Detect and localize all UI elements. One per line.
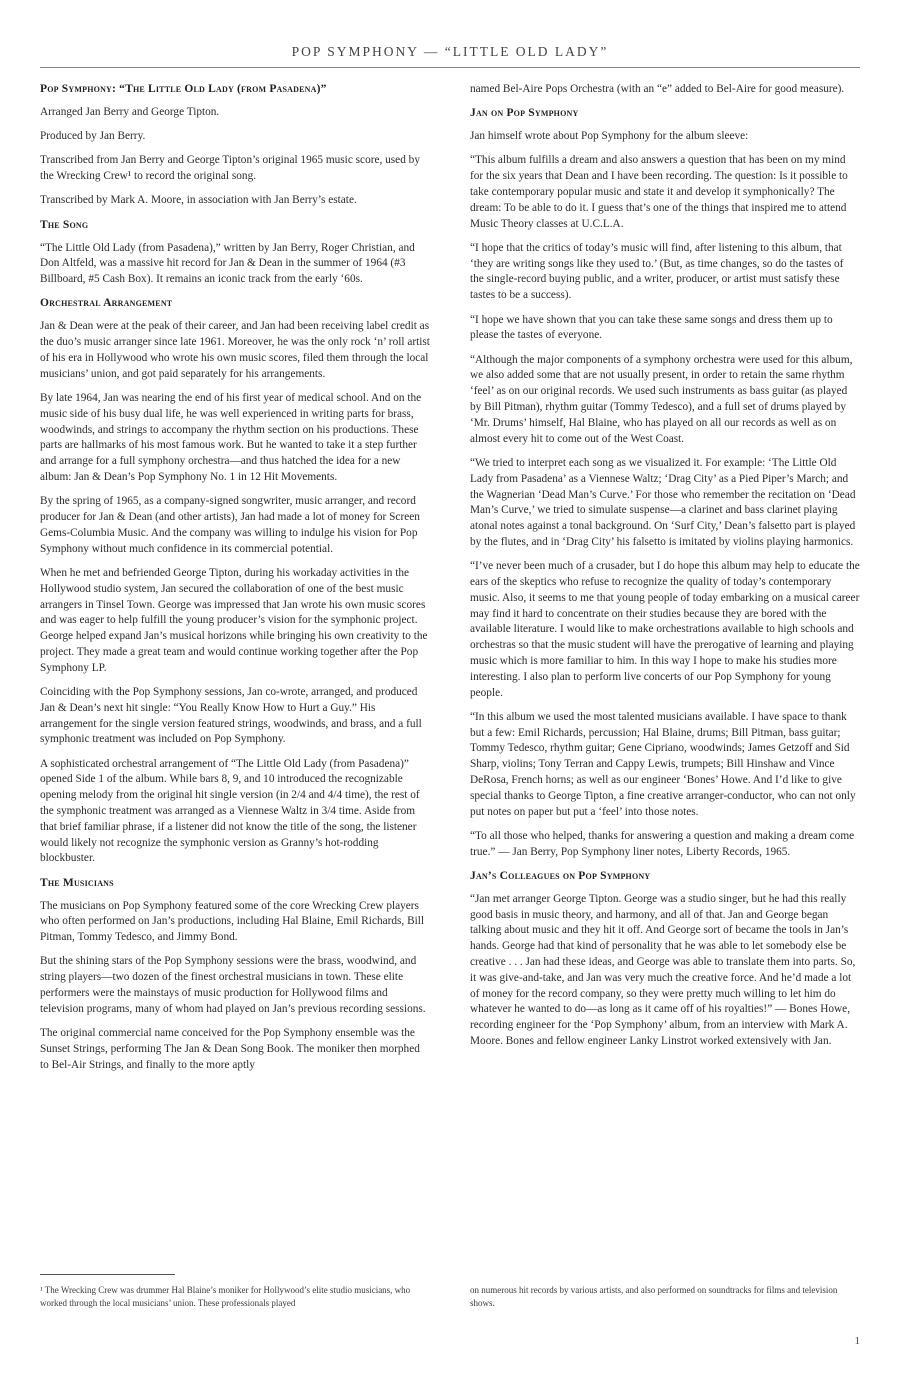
quote-paragraph: “Jan met arranger George Tipton. George was a studio singer, but he had this really good basis in music theory, and harmony, and all of that. Jan and George began talking about music and they hit it off. And George sort of became the tools in Jan’s hands. George had that kind of personality that he was able to let somebody else be creative . . . Jan had these ideas, and George was able to translate them into parts. So, it was give-and-take, and Jan was very much the creative force. And he’d made a lot of money for the record company, so they were pretty much willing to let him do whatever he wanted to do—as long as it came off of his royalties!” — Bones Howe, recording engineer for the ‘Pop Symphony’ album, from an interview with Mark A. Moore. Bones and fellow engineer Lanky Linstrot worked extensively with Jan. bbox=[470, 892, 856, 1048]
quote-paragraph: “Although the major components of a symphony orchestra were used for this album, we also added some that are not usually present, in order to retain the same rhythm ‘feel’ as on our original records. We used such instruments as bass guitar (as played by Bill Pitman), rhythm guitar (Tommy Tedesco), and a full set of drums played by ‘Mr. Drums’ himself, Hal Blaine, who has played on all our records as well as on almost every hit to come out of the West Coast. bbox=[470, 353, 853, 445]
paragraph: When he met and befriended George Tipton, during his workaday activities in the Hollywood studio system, Jan secured the collaboration of one of the best music arrangers in Tinsel Town. George was impressed that Jan wrote his own music scores and was eager to help fulfill the young producer’s vision for the symphonic project. George helped expand Jan’s musical horizons while bringing his own creativity to the project. They made a great team and would continue working together after the Pop Symphony LP. bbox=[40, 566, 428, 674]
page-number: 1 bbox=[854, 1335, 860, 1347]
quote-paragraph: “In this album we used the most talented musicians available. I have space to thank but a few: Emil Richards, percussion; Hal Blaine, drums; Bill Pitman, bass guitar; Tommy Tedesco, rhythm guitar; Gene Cipriano, woodwinds; James Getzoff and Sid Sharp, violins; Tony Terran and Cappy Lewis, trumpets; Bill Hinshaw and Vince DeRosa, French horns; as well as our engineer ‘Bones’ Howe. And I’d like to give special thanks to George Tipton, a fine creative arranger-conductor, who can not only put notes on paper but put a ‘feel’ into those notes. bbox=[470, 710, 856, 818]
paragraph: Coinciding with the Pop Symphony sessions, Jan co-wrote, arranged, and produced Jan & Dean’s next hit single: “You Really Know How to Hurt a Guy.” His arrangement for the single version featured strings, woodwinds, and brass, and a full symphonic treatment was included on Pop Symphony. bbox=[40, 686, 422, 746]
section-heading-colleagues: Jan’s Colleagues on Pop Symphony bbox=[470, 870, 651, 883]
document-title: Pop Symphony: “The Little Old Lady (from Pasadena)” bbox=[40, 83, 327, 95]
quote-paragraph: “We tried to interpret each song as we visualized it. For example: ‘The Little Old Lady from Pasadena’ as a Viennese Waltz; ‘Drag City’ as a Pied Piper’s March; and the Wagnerian ‘Dead Man’s Curve.’ For those who remember the recitation on ‘Dead Man’s Curve,’ we tried to simulate suspense—a clarinet and bass clarinet playing atonal notes against a tonal background. On ‘Surf City,’ Dean’s falsetto part is played by the flutes, and in ‘Drag City’ his falsetto is imitated by violins playing harmonics. bbox=[470, 456, 856, 548]
right-column bbox=[470, 82, 860, 1058]
left-column bbox=[40, 82, 430, 1082]
quote-paragraph: “This album fulfills a dream and also answers a question that has been on my mind for the six years that Dean and I have been recording. The question: Is it possible to take contemporary popular music and state it and develop it symphonically? The dream: To be able to do it. I guess that’s one of the things that inspired me to attend Music Theory classes at U.C.L.A. bbox=[470, 154, 848, 230]
paragraph-continued: named Bel-Aire Pops Orchestra (with an “e” added to Bel-Aire for good measure). bbox=[470, 83, 845, 95]
paragraph: “The Little Old Lady (from Pasadena),” written by Jan Berry, Roger Christian, and Don Altfeld, was a massive hit record for Jan & Dean in the summer of 1964 (#3 Billboard, #5 Cash Box). It remains an iconic track from the early ‘60s. bbox=[40, 241, 415, 286]
footnote-right: on numerous hit records by various artists, and also performed on soundtracks for films and television shows. bbox=[470, 1285, 838, 1308]
quote-paragraph: “I hope we have shown that you can take these same songs and dress them up to please the tastes of everyone. bbox=[470, 313, 833, 342]
section-heading-jan-on-pop-symphony: Jan on Pop Symphony bbox=[470, 107, 579, 120]
paragraph: The musicians on Pop Symphony featured some of the core Wrecking Crew players who often performed on Jan’s productions, including Hal Blaine, Emil Richards, Bill Pitman, Tommy Tedesco, and Jimmy Bond. bbox=[40, 899, 425, 944]
paragraph: A sophisticated orchestral arrangement of “The Little Old Lady (from Pasadena)” opened Side 1 of the album. While bars 8, 9, and 10 introduced the recognizable opening melody from the original hit single version (in 2/4 and 4/4 time), the rest of the symphonic treatment was arranged as a Viennese Waltz in 3/4 time. Aside from that brief familiar phrase, if a listener did not know the title of the song, the listener would likely not recognize the symphonic version as Granny’s hot-rodding blockbuster. bbox=[40, 757, 420, 865]
quote-paragraph: “To all those who helped, thanks for answering a question and making a dream come true.” — Jan Berry, Pop Symphony liner notes, Liberty Records, 1965. bbox=[470, 829, 855, 858]
paragraph: The original commercial name conceived for the Pop Symphony ensemble was the Sunset Strings, performing The Jan & Dean Song Book. The moniker then morphed to Bel-Air Strings, and finally to the more aptly bbox=[40, 1027, 420, 1071]
quote-paragraph: “I hope that the critics of today’s music will find, after listening to this album, that ‘they are writing songs like they used to.’ (But, as time changes, so do the tastes of the single-record buying public, and a writer, producer, or artist must satisfy these tastes to be a success). bbox=[470, 241, 844, 302]
credit-transcribed-from: Transcribed from Jan Berry and George Tipton’s original 1965 music score, used by the Wrecking Crew¹ to record the original song. bbox=[40, 154, 420, 183]
section-heading-musicians: The Musicians bbox=[40, 876, 114, 889]
paragraph: Jan & Dean were at the peak of their career, and Jan had been receiving label credit as the duo’s music arranger since late 1961. Moreover, he was the only rock ‘n’ roll artist of his era in Hollywood who wrote his own music scores, filed them through the local musicians’ union, and got paid separately for his arrangements. bbox=[40, 320, 430, 380]
footnote-left: ¹ The Wrecking Crew was drummer Hal Blaine’s moniker for Hollywood’s elite studio musicians, who worked through the local musicians’ union. These professionals played bbox=[40, 1285, 411, 1308]
section-heading-song: The Song bbox=[40, 218, 89, 231]
footnote-rule bbox=[40, 1274, 175, 1275]
running-header: POP SYMPHONY — “LITTLE OLD LADY” bbox=[291, 44, 609, 59]
paragraph: By the spring of 1965, as a company-signed songwriter, music arranger, and record producer for Jan & Dean (and other artists), Jan had made a lot of money for Screen Gems-Columbia Music. And the company was willing to indulge his vision for Pop Symphony without much confidence in its commercial potential. bbox=[40, 495, 420, 555]
quote-paragraph: “I’ve never been much of a crusader, but I do hope this album may help to educate the ears of the skeptics who refuse to recognize the quality of today’s contemporary music. Also, it seems to me that young people of today embarking on a musical career may find it hard to concentrate on their studies because they are bored with the available literature. I would like to make orchestrations available to high schools and orchestras so that the music student will have the prerogative of learning and playing music which is more familiar to him. In this way I hope to make his studies more interesting. I also plan to perform live concerts of our Pop Symphony for young people. bbox=[470, 560, 860, 699]
paragraph: But the shining stars of the Pop Symphony sessions were the brass, woodwind, and string players—two dozen of the finest orchestral musicians in town. These elite performers were the mainstays of music production for Hollywood films and television programs, many of whom had played on Jan’s previous recording sessions. bbox=[40, 955, 426, 1015]
credit-produced: Produced by Jan Berry. bbox=[40, 130, 146, 143]
credit-transcribed-by: Transcribed by Mark A. Moore, in association with Jan Berry’s estate. bbox=[40, 194, 357, 207]
header-rule bbox=[40, 67, 860, 68]
paragraph: Jan himself wrote about Pop Symphony for the album sleeve: bbox=[470, 130, 749, 143]
credit-arranged: Arranged Jan Berry and George Tipton. bbox=[40, 105, 220, 118]
paragraph: By late 1964, Jan was nearing the end of his first year of medical school. And on the music side of his busy dual life, he was well experienced in writing parts for brass, woodwinds, and strings to accompany the rhythm section on his productions. These parts are hallmarks of his most famous work. But he wanted to take it a step further and arrange for a full symphony orchestra—and thus hatched the idea for a new album: Jan & Dean’s Pop Symphony No. 1 in 12 Hit Movements. bbox=[40, 391, 422, 483]
section-heading-orchestral: Orchestral Arrangement bbox=[40, 297, 173, 310]
